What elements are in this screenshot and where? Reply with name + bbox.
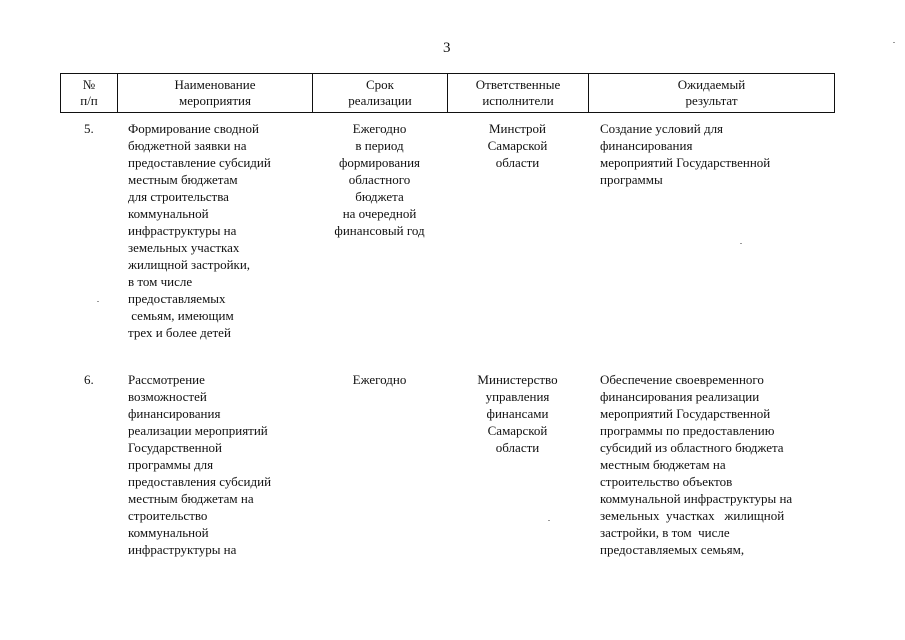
cell-line: Ежегодно (352, 372, 407, 387)
cell-line: области (495, 155, 540, 170)
header-responsible-line: исполнители (482, 93, 554, 108)
header-term-line: реализации (348, 93, 412, 108)
cell-line: земельных участках (128, 240, 240, 255)
header-term-line: Срок (366, 77, 394, 92)
header-num (61, 74, 118, 112)
cell-line: финансирования (600, 138, 693, 153)
header-name-line: мероприятия (178, 93, 251, 108)
cell-line: Министерство (477, 372, 558, 387)
cell-line: области (495, 440, 540, 455)
scan-speck (97, 301, 99, 302)
row-result (600, 371, 792, 558)
cell-line: финансирования реализации (600, 389, 760, 404)
cell-line: в том числе (128, 274, 193, 289)
cell-line: Создание условий для (600, 121, 724, 136)
cell-line: субсидий из областного бюджета (600, 440, 784, 455)
row-result (600, 120, 770, 188)
cell-line: бюджета (355, 189, 404, 204)
cell-line: коммунальной (128, 525, 209, 540)
cell-line: Рассмотрение (128, 372, 205, 387)
row-number: 6. (84, 372, 94, 387)
cell-line: трех и более детей (128, 325, 231, 340)
header-result (589, 74, 834, 112)
header-responsible (448, 74, 589, 112)
cell-line: Обеспечение своевременного (600, 372, 764, 387)
scan-speck (740, 243, 742, 244)
row-responsible (447, 371, 588, 456)
cell-line: формирования (338, 155, 421, 170)
scan-speck (548, 520, 550, 521)
cell-line: предоставления субсидий (128, 474, 272, 489)
cell-line: программы по предоставлению (600, 423, 775, 438)
cell-line: коммунальной (128, 206, 209, 221)
cell-line: предоставляемых семьям, (600, 542, 745, 557)
cell-line: Самарской (487, 423, 548, 438)
header-result-line: Ожидаемый (677, 77, 746, 92)
table-header (60, 73, 835, 113)
cell-line: застройки, в том числе (600, 525, 730, 540)
cell-line: возможностей (128, 389, 207, 404)
cell-line: управления (485, 389, 550, 404)
cell-line: семьям, имеющим (128, 308, 234, 323)
row-term (312, 120, 447, 239)
cell-line: строительство объектов (600, 474, 733, 489)
cell-line: финансирования (128, 406, 221, 421)
cell-line: предоставление субсидий (128, 155, 271, 170)
cell-line: программы для (128, 457, 214, 472)
cell-line: Ежегодно (352, 121, 407, 136)
cell-line: Минстрой (488, 121, 547, 136)
cell-line: финансовый год (334, 223, 425, 238)
cell-line: в период (355, 138, 404, 153)
cell-line: на очередной (342, 206, 417, 221)
row-responsible (447, 120, 588, 171)
cell-line: бюджетной заявки на (128, 138, 247, 153)
header-num-line: п/п (80, 93, 98, 108)
cell-line: для строительства (128, 189, 229, 204)
cell-line: финансами (486, 406, 549, 421)
cell-line: инфраструктуры на (128, 542, 237, 557)
row-name (128, 120, 271, 341)
cell-line: земельных участках жилищной (600, 508, 785, 523)
header-term (313, 74, 448, 112)
row-term (312, 371, 447, 388)
cell-line: местным бюджетам на (600, 457, 726, 472)
header-name (118, 74, 313, 112)
cell-line: Формирование сводной (128, 121, 259, 136)
cell-line: инфраструктуры на (128, 223, 237, 238)
cell-line: местным бюджетам (128, 172, 238, 187)
cell-line: Самарской (487, 138, 548, 153)
header-result-line: результат (685, 93, 738, 108)
scan-speck (893, 42, 895, 43)
cell-line: реализации мероприятий (128, 423, 268, 438)
row-name (128, 371, 271, 558)
cell-line: мероприятий Государственной (600, 406, 771, 421)
cell-line: коммунальной инфраструктуры на (600, 491, 793, 506)
cell-line: Государственной (128, 440, 223, 455)
header-name-line: Наименование (174, 77, 256, 92)
page-number: 3 (443, 40, 451, 56)
header-num-line: № (82, 77, 96, 92)
cell-line: областного (348, 172, 411, 187)
cell-line: жилищной застройки, (128, 257, 251, 272)
cell-line: мероприятий Государственной (600, 155, 771, 170)
header-responsible-line: Ответственные (475, 77, 561, 92)
cell-line: предоставляемых (128, 291, 226, 306)
row-number: 5. (84, 121, 94, 136)
cell-line: строительство (128, 508, 208, 523)
cell-line: программы (600, 172, 663, 187)
cell-line: местным бюджетам на (128, 491, 254, 506)
